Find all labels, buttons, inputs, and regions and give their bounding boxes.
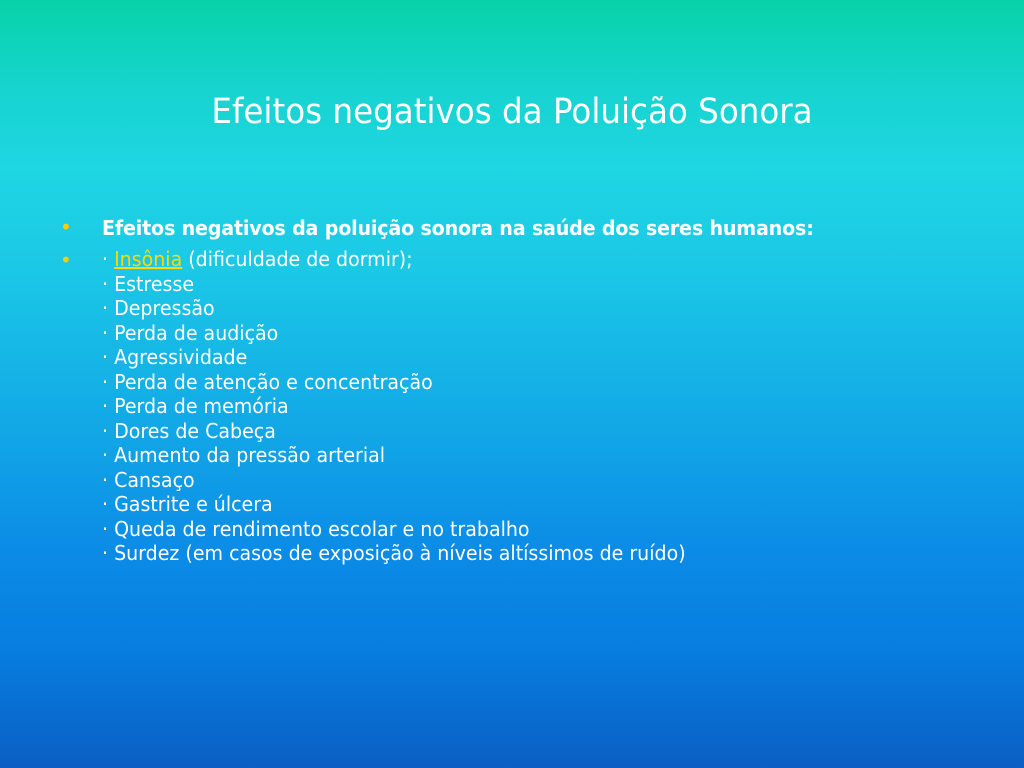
effect-item: · Surdez (em casos de exposição à níveis altíssimos de ruído) xyxy=(102,541,686,565)
insomnia-link[interactable]: Insônia xyxy=(114,247,183,271)
effect-item: · Cansaço xyxy=(102,467,195,492)
effect-suffix: (dificuldade de dormir); xyxy=(182,247,413,271)
effect-item: · Dores de Cabeça xyxy=(102,418,276,443)
effect-item: · Queda de rendimento escolar e no trabalho xyxy=(102,516,530,541)
bullet-item-heading xyxy=(60,214,1000,242)
bullet-heading-text: Efeitos negativos da poluição sonora na saúde dos seres humanos: xyxy=(102,216,814,240)
effect-item: · Gastrite e úlcera xyxy=(102,492,273,516)
bullet-icon: • xyxy=(60,215,72,239)
effect-prefix: · xyxy=(102,247,115,271)
bullet-item-effects xyxy=(60,247,1000,566)
slide-content xyxy=(60,214,1000,566)
effect-item: · Perda de audição xyxy=(102,320,279,345)
effect-item: · Agressividade xyxy=(102,345,248,369)
effect-item: · Aumento da pressão arterial xyxy=(102,443,386,467)
slide-title: Efeitos negativos da Poluição Sonora xyxy=(211,92,813,132)
effect-item: · Perda de atenção e concentração xyxy=(102,369,433,394)
bullet-icon: • xyxy=(60,248,72,272)
effect-item: · Depressão xyxy=(102,296,215,320)
effect-item-insomnia xyxy=(102,247,955,272)
effects-list xyxy=(102,247,955,566)
effect-item: · Perda de memória xyxy=(102,394,289,418)
effect-item: · Estresse xyxy=(102,271,195,296)
